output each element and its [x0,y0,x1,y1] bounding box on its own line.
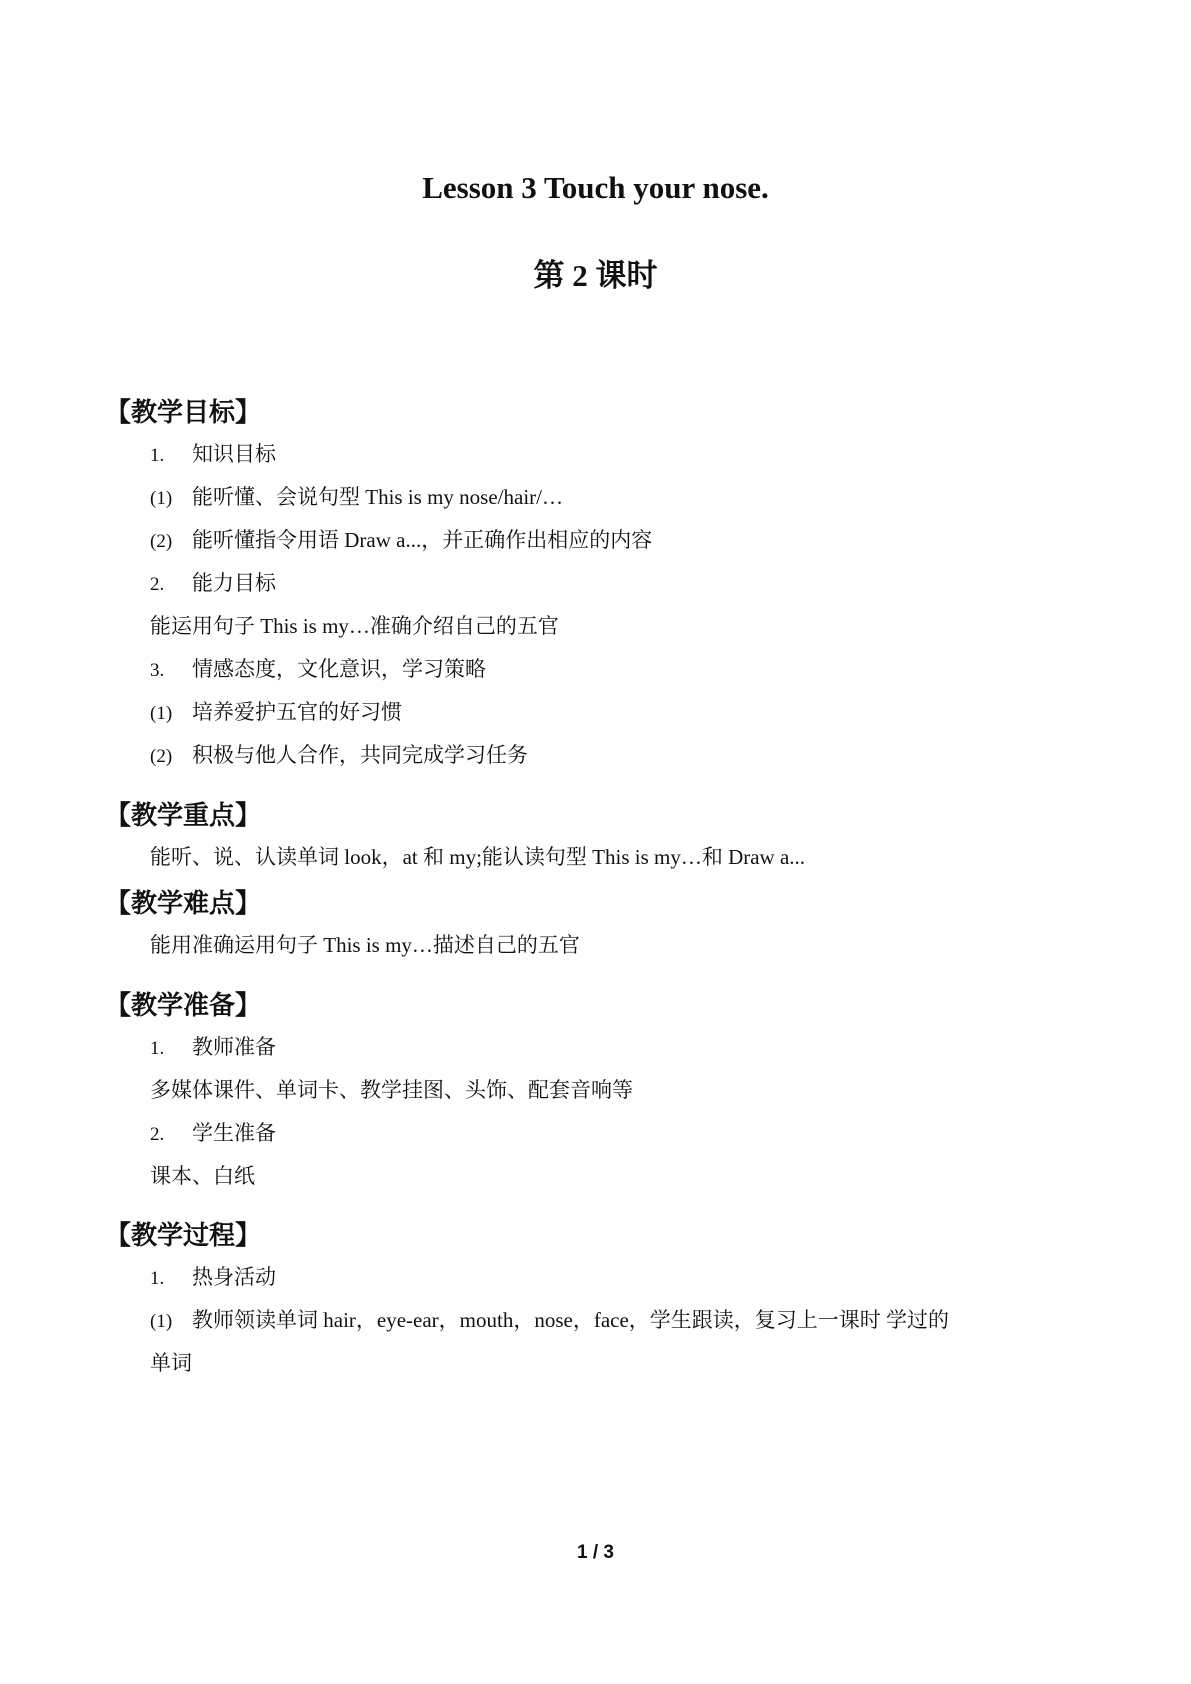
objective-line [150,739,528,769]
preparation-line [150,1117,276,1147]
list-number: (2) [150,746,173,767]
list-text: 知识目标 [192,442,276,466]
key-points-text: 能听、说、认读单词 look，at 和 my;能认读句型 This is my…和 Draw a... [150,845,806,869]
objective-line [150,438,276,468]
list-text: 课本、白纸 [150,1164,255,1188]
list-text: 能运用句子 This is my…准确介绍自己的五官 [150,614,559,638]
objective-line [150,610,559,640]
list-number: 2. [150,574,165,595]
process-line [150,1261,276,1291]
list-number: (1) [150,1311,173,1332]
list-number: 3. [150,660,165,681]
list-text: 能力目标 [192,571,276,595]
list-text: 热身活动 [192,1265,276,1289]
objective-line [150,567,276,597]
objective-line [150,524,652,554]
list-text: 情感态度，文化意识，学习策略 [192,657,486,681]
list-number: (1) [150,488,173,509]
section-heading-difficulties: 【教学难点】 [105,889,262,918]
objective-line [150,481,563,511]
process-line [150,1304,949,1334]
list-number: (1) [150,703,173,724]
list-number: (2) [150,531,173,552]
difficulties-text: 能用准确运用句子 This is my…描述自己的五官 [150,933,580,957]
section-heading-objectives: 【教学目标】 [105,398,262,427]
objective-line [150,653,486,683]
section-heading-preparation: 【教学准备】 [105,991,262,1020]
list-text: 学生准备 [192,1121,276,1145]
list-text: 教师准备 [192,1035,276,1059]
list-number: 1. [150,1038,165,1059]
list-number: 1. [150,1268,165,1289]
document-subtitle: 第 2 课时 [533,258,658,293]
list-number: 2. [150,1124,165,1145]
list-text: 教师领读单词 hair，eye-ear，mouth，nose，face，学生跟读，复习上一课时 学过的 [192,1308,950,1332]
list-text: 培养爱护五官的好习惯 [192,700,402,724]
preparation-line [150,1160,255,1190]
preparation-line [150,1074,633,1104]
list-text: 多媒体课件、单词卡、教学挂图、头饰、配套音响等 [150,1078,633,1102]
list-text: 能听懂、会说句型 This is my nose/hair/… [192,485,563,509]
page-indicator: 1 / 3 [577,1542,614,1563]
section-heading-key-points: 【教学重点】 [105,801,262,830]
process-line [150,1347,192,1377]
list-text: 积极与他人合作，共同完成学习任务 [192,743,528,767]
preparation-line [150,1031,276,1061]
list-text: 单词 [150,1351,192,1375]
list-number: 1. [150,445,165,466]
document-title: Lesson 3 Touch your nose. [422,170,769,205]
objective-line [150,696,402,726]
section-heading-process: 【教学过程】 [105,1221,262,1250]
list-text: 能听懂指令用语 Draw a...，并正确作出相应的内容 [192,528,653,552]
